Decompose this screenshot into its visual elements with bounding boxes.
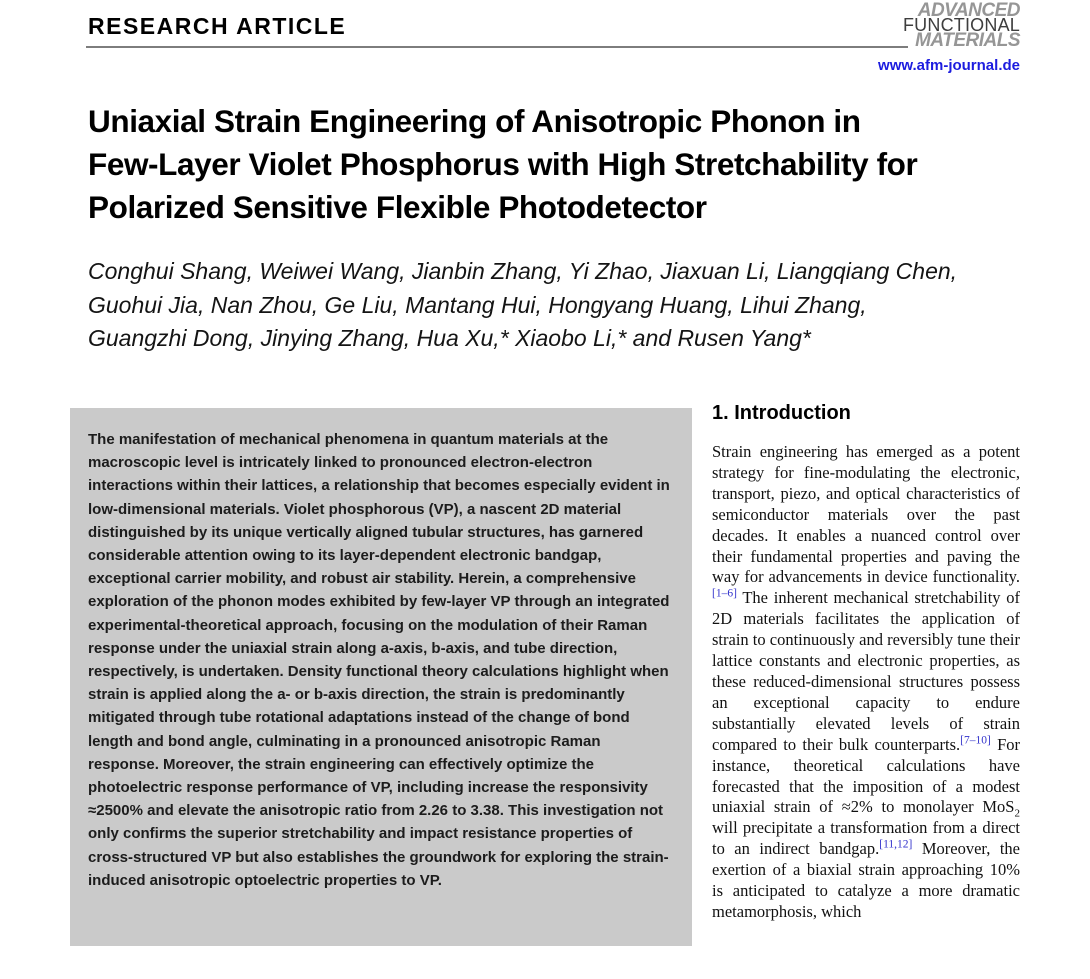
journal-logo [902, 0, 1020, 51]
page-title-line: Few-Layer Violet Phosphorus with High Stretchability for [88, 146, 918, 182]
header-divider [86, 46, 908, 48]
citation-ref-1-6[interactable]: [1–6] [712, 587, 737, 600]
author-list [88, 255, 957, 356]
introduction-column [712, 402, 1020, 923]
introduction-paragraph [712, 442, 1020, 923]
introduction-text-segment: will precipitate a transformation from a direct to an indirect bandgap. [712, 818, 1020, 859]
journal-logo-line-functional: FUNCTIONAL [902, 15, 1020, 35]
journal-logo-line-materials: MATERIALS [915, 30, 1020, 51]
author-list-line: Guangzhi Dong, Jinying Zhang, Hua Xu,* Xiaobo Li,* and Rusen Yang* [88, 325, 811, 351]
journal-logo-line-advanced: ADVANCED [917, 0, 1020, 21]
introduction-text-segment: For instance, theoretical calculations have forecasted that the imposition of a modest uniaxial strain of ≈2% to monolayer MoS [712, 734, 1021, 817]
introduction-heading: 1. Introduction [712, 402, 851, 424]
page-title-line: Polarized Sensitive Flexible Photodetector [88, 189, 707, 225]
citation-ref-7-10[interactable]: [7–10] [960, 734, 991, 747]
mos2-subscript: 2 [1014, 807, 1020, 820]
journal-url-link[interactable]: www.afm-journal.de [878, 57, 1020, 74]
article-type-label: RESEARCH ARTICLE [88, 13, 347, 39]
page-title [88, 100, 917, 229]
introduction-text-segment: Strain engineering has emerged as a potent strategy for fine-modulating the electronic, transport, piezo, and optical characteristics of semiconductor materials over the past decades. It enables a nuanced control over their fundamental properties and paving the way for advancements in device functionality. [712, 442, 1020, 587]
page-title-line: Uniaxial Strain Engineering of Anisotropic Phonon in [88, 103, 861, 139]
introduction-text-segment: Moreover, the exertion of a biaxial strain approaching 10% is anticipated to catalyze a more dramatic metamorphosis, which [712, 839, 1020, 921]
author-list-line: Conghui Shang, Weiwei Wang, Jianbin Zhang, Yi Zhao, Jiaxuan Li, Liangqiang Chen, [88, 258, 958, 284]
citation-ref-11-12[interactable]: [11,12] [879, 838, 913, 851]
author-list-line: Guohui Jia, Nan Zhou, Ge Liu, Mantang Hui, Hongyang Huang, Lihui Zhang, [88, 291, 867, 318]
introduction-text-segment: The inherent mechanical stretchability of 2D materials facilitates the application of strain to continuously and reversibly tune their lattice constants and electronic properties, as these reduced-dimensional structures possess an exceptional capacity to endure substantially elevated levels of strain compared to their bulk counterparts. [712, 588, 1020, 754]
abstract-box [70, 408, 692, 946]
abstract-text: The manifestation of mechanical phenomena in quantum materials at the macroscopic level is intricately linked to pronounced electron-electron interactions within their lattices, a relationship that becomes especially evident in low-dimensional materials. Violet phosphorous (VP), a nascent 2D material distinguished by its unique vertically aligned tubular structures, has garnered considerable attention owing to its layer-dependent electronic bandgap, exceptional carrier mobility, and robust air stability. Herein, a comprehensive exploration of the phonon modes exhibited by few-layer VP through an integrated experimental-theoretical approach, focusing on the modulation of their Raman response under the uniaxial strain along a-axis, b-axis, and tube direction, respectively, is undertaken. Density functional theory calculations highlight when strain is applied along the a- or b-axis direction, the strain is predominantly mitigated through tube rotational adaptations instead of the change of bond length and bond angle, culminating in a pronounced anisotropic Raman response. Moreover, the strain engineering can effectively optimize the photoelectric response performance of VP, including increase the responsivity ≈2500% and elevate the anisotropic ratio from 2.26 to 3.38. This investigation not only confirms the superior stretchability and impact resistance properties of cross-structured VP but also establishes the groundwork for exploring the strain-induced anisotropic optoelectric properties to VP. [88, 431, 670, 889]
